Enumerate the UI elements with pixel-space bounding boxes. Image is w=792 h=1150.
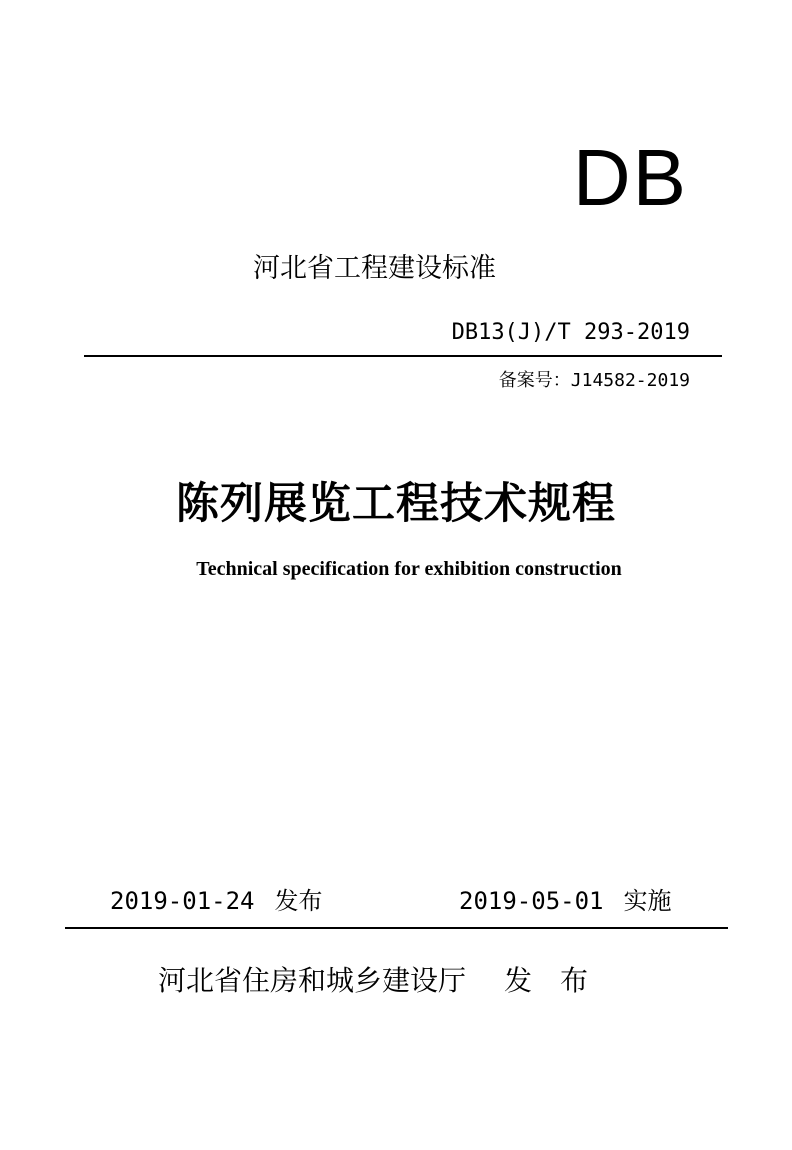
- standard-number: DB13(J)/T 293-2019: [451, 320, 690, 345]
- standard-logo: DB: [572, 133, 688, 222]
- document-title-english: Technical specification for exhibition construction: [196, 558, 622, 580]
- top-divider: [84, 355, 722, 357]
- issue-label: 发布: [274, 887, 323, 915]
- issue-date-block: [110, 884, 323, 918]
- effective-date: 2019-05-01: [459, 887, 604, 915]
- issuer-block: [158, 961, 616, 1001]
- effective-date-block: [459, 884, 672, 918]
- issue-date: 2019-01-24: [110, 887, 255, 915]
- issuer-name: 河北省住房和城乡建设厅: [158, 964, 467, 997]
- issuer-action: 发布: [504, 964, 617, 997]
- effective-label: 实施: [623, 887, 672, 915]
- document-title: 陈列展览工程技术规程: [176, 479, 616, 529]
- record-number: 备案号：J14582-2019: [498, 370, 690, 391]
- standard-category: 河北省工程建设标准: [253, 253, 496, 284]
- bottom-divider: [65, 927, 728, 929]
